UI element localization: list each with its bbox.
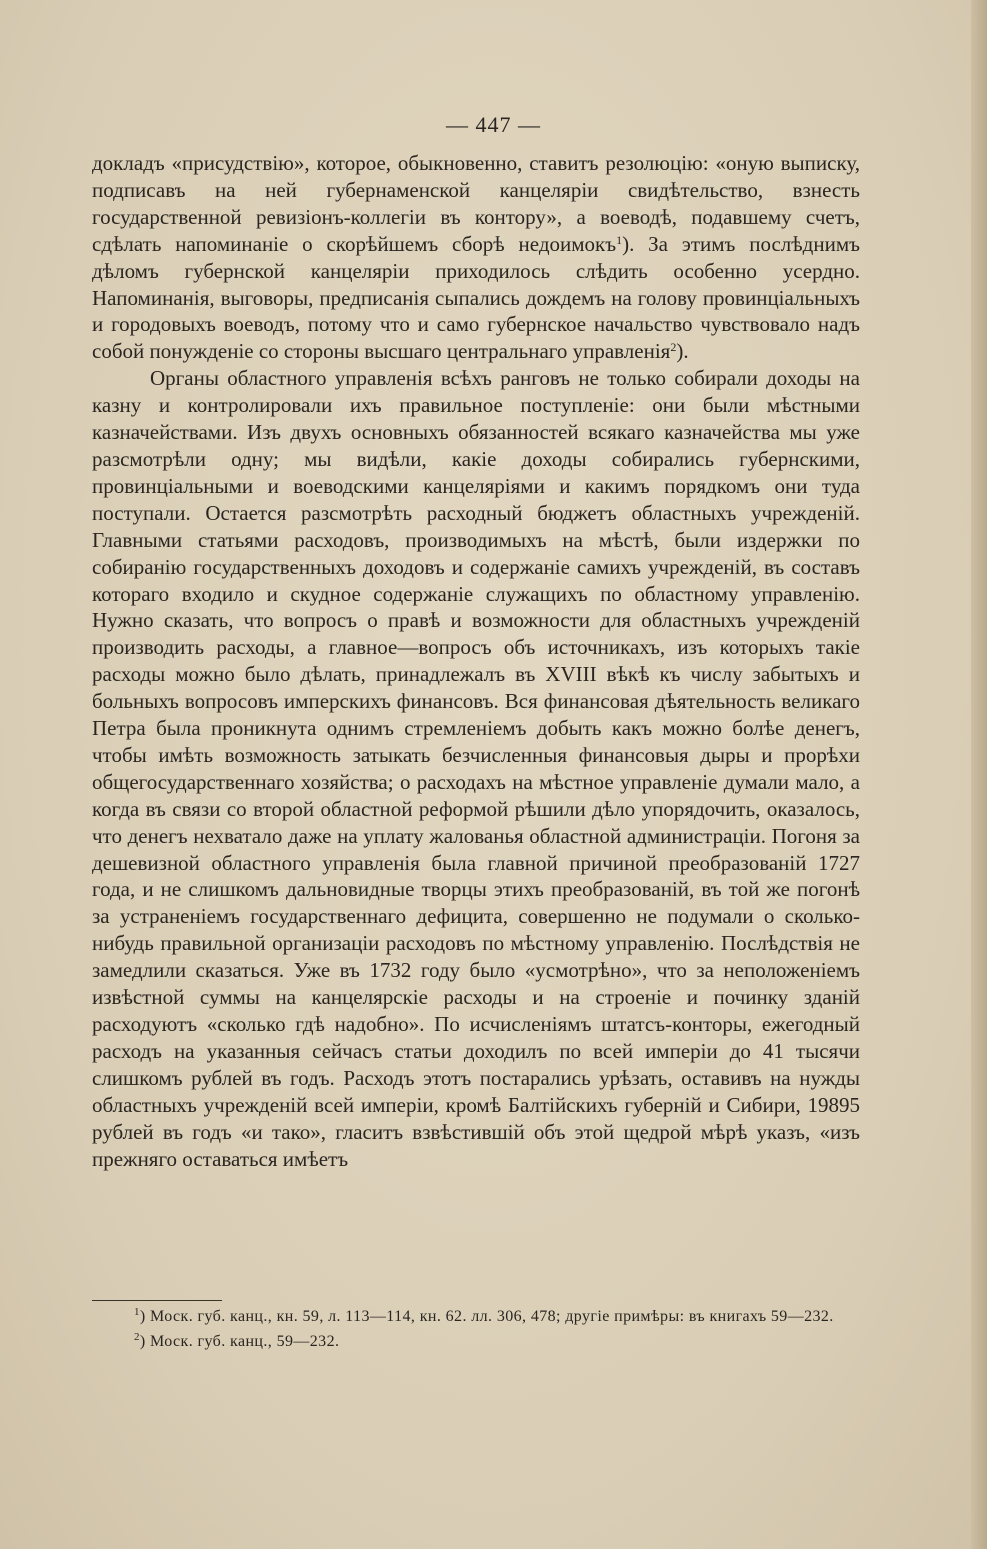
footnotes bbox=[92, 1306, 860, 1356]
footnote-2-marker: 2 bbox=[134, 1331, 140, 1343]
footnote-divider bbox=[92, 1300, 222, 1301]
footnote-2-text: ) Моск. губ. канц., 59—232. bbox=[139, 1333, 340, 1350]
footnote-2 bbox=[92, 1331, 860, 1353]
paragraph-1-text: докладъ «присудствію», которое, обыкновенно, ставитъ резолюцію: «оную выписку, подписавъ на ней губернаменской канцеляріи свидѣтельство, взнесть государственной ревизіонъ-коллегіи въ контору», а воеводѣ, подавшему счетъ, сдѣлать напоминаніе о скорѣйшемъ сборѣ недоимокъ bbox=[92, 151, 860, 256]
paragraph-1-text-continued: ). За этимъ послѣднимъ дѣломъ губернской канцеляріи приходилось слѣдить особенно усердно. Напоминанія, выговоры, предписанія сыпались дождемъ на голову провинціальныхъ и городовыхъ воеводъ, потому что и само губернское начальство чувствовало надъ собой понужденіе со стороны высшаго центральнаго управленія bbox=[92, 231, 860, 364]
paragraph-2: Органы областного управленія всѣхъ ранговъ не только собирали доходы на казну и контролировали ихъ правильное поступленіе: они были мѣстными казначействами. Изъ двухъ основныхъ обязанностей всякаго казначейства мы уже разсмотрѣли одну; мы видѣли, какіе доходы собирались губернскими, провинціальными и воеводскими канцеляріями и какимъ порядкомъ они туда поступали. Остается разсмотрѣть расходный бюджетъ областныхъ учрежденій. Главными статьями расходовъ, производимыхъ на мѣстѣ, были издержки по собиранію государственныхъ доходовъ и содержаніе самихъ учрежденій, въ составъ котораго входило и скудное содержаніе служащихъ по областному управленію. Нужно сказать, что вопросъ о правѣ и возможности для областныхъ учрежденій производить расходы, а главное—вопросъ объ источникахъ, изъ которыхъ такіе расходы можно было дѣлать, принадлежалъ въ XVIII вѣкѣ къ числу забытыхъ и больныхъ вопросовъ имперскихъ финансовъ. Вся финансовая дѣятельность великаго Петра была проникнута однимъ стремленіемъ добыть какъ можно болѣе денегъ, чтобы имѣть возможность затыкать безчисленныя финансовыя дыры и прорѣхи общегосударственнаго хозяйства; о расходахъ на мѣстное управленіе думали мало, а когда въ связи со второй областной реформой рѣшили дѣло упорядочить, оказалось, что денегъ нехватало даже на уплату жалованья областной администраціи. Погоня за дешевизной областного управленія была главной причиной преобразованій 1727 года, и не слишкомъ дальновидные творцы этихъ преобразованій, въ той же погонѣ за устраненіемъ государственнаго дефицита, совершенно не подумали о сколько-нибудь правильной организаціи расходовъ по мѣстному управленію. Послѣдствія не замедлили сказаться. Уже въ 1732 году было «усмотрѣно», что за неположеніемъ извѣстной суммы на канцелярскіе расходы и на строеніе и починку зданій расходуютъ «сколько гдѣ надобно». По исчисленіямъ штатсъ-конторы, ежегодный расходъ на указанныя сейчасъ статьи доходилъ по всей имперіи до 41 тысячи слишкомъ рублей въ годъ. Расходъ этотъ постарались урѣзать, оставивъ на нужды областныхъ учрежденій всей имперіи, кромѣ Балтійскихъ губерній и Сибири, 19895 рублей въ годъ «и тако», гласитъ взвѣстившій объ этой щедрой мѣрѣ указъ, «изъ прежняго оставаться имѣетъ bbox=[92, 366, 860, 1171]
page-number: — 447 — bbox=[446, 112, 541, 137]
footnote-1-text: ) Моск. губ. канц., кн. 59, л. 113—114, кн. 62. лл. 306, 478; другіе примѣры: въ книгахъ 59—232. bbox=[139, 1308, 834, 1325]
main-text bbox=[92, 150, 860, 1172]
footnote-ref-2: 2 bbox=[670, 340, 677, 355]
footnote-ref-1: 1 bbox=[616, 232, 623, 247]
footnote-1 bbox=[92, 1306, 860, 1328]
paragraph-1-text-end: ). bbox=[676, 339, 689, 364]
page-edge-shadow bbox=[971, 0, 987, 1549]
paragraph-1 bbox=[92, 150, 860, 365]
footnote-1-marker: 1 bbox=[134, 1306, 140, 1318]
